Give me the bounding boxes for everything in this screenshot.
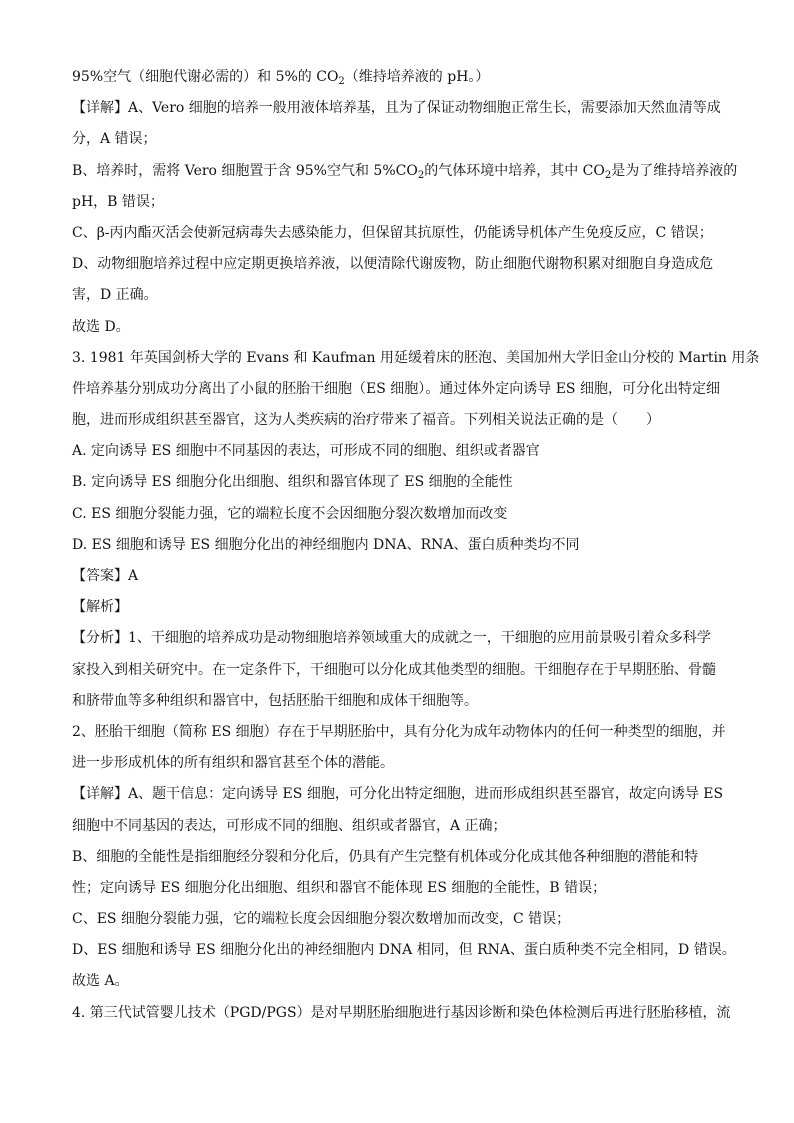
text-line-5: pH，B 错误； <box>72 193 164 210</box>
detail-line-1: 【详解】A、题干信息：定向诱导 ES 细胞，可分化出特定细胞，进而形成组织甚至器官，故定向诱导 ES <box>72 786 724 803</box>
text-line-7: D、动物细胞培养过程中应定期更换培养液，以便清除代谢废物，防止细胞代谢物积累对细胞自身造成危 <box>72 256 714 273</box>
detail-line-2: 细胞中不同基因的表达，可形成不同的细胞、组织或者器官，A 正确； <box>72 817 507 834</box>
text-line-3: 分，A 错误； <box>72 131 157 148</box>
detail-heading-line: 【详解】A、Vero 细胞的培养一般用液体培养基，且为了保证动物细胞正常生长，需要添加天然血清等成 <box>72 100 721 117</box>
question-3-line-3: 胞，进而形成组织甚至器官，这为人类疾病的治疗带来了福音。下列相关说法正确的是（ ） <box>72 412 660 429</box>
question-3-line-2: 件培养基分别成功分离出了小鼠的胚胎干细胞（ES 细胞）。通过体外定向诱导 ES 细胞，可分化出特定细 <box>72 380 720 397</box>
analysis-line-1: 【分析】1、干细胞的培养成功是动物细胞培养领域重大的成就之一，干细胞的应用前景吸引着众多科学 <box>72 630 711 647</box>
option-d: D. ES 细胞和诱导 ES 细胞分化出的神经细胞内 DNA、RNA、蛋白质种类均不同 <box>72 536 580 553</box>
answer-line: 【答案】A <box>72 568 139 584</box>
analysis-heading: 【解析】 <box>72 599 128 616</box>
text-line-8: 害，D 正确。 <box>72 287 158 304</box>
analysis-line-4: 2、胚胎干细胞（简称 ES 细胞）存在于早期胚胎中，具有分化为成年动物体内的任何一种类型的细胞，并 <box>72 723 726 740</box>
option-c: C. ES 细胞分裂能力强，它的端粒长度不会因细胞分裂次数增加而改变 <box>72 505 508 522</box>
detail-line-5: C、ES 细胞分裂能力强，它的端粒长度会因细胞分裂次数增加而改变，C 错误； <box>72 911 571 928</box>
answer-choice-line: 故选 D。 <box>72 318 130 335</box>
option-b: B. 定向诱导 ES 细胞分化出细胞、组织和器官体现了 ES 细胞的全能性 <box>72 474 513 491</box>
question-3-line-1: 3. 1981 年英国剑桥大学的 Evans 和 Kaufman 用延缓着床的胚泡、美国加州大学旧金山分校的 Martin 用条 <box>72 349 760 366</box>
text-line-4: B、培养时，需将 Vero 细胞置于含 95%空气和 $5\%CO_2$的气体环境中培养，其中 $CO_2$是为了维持培养液的 <box>72 162 738 181</box>
text-line-1: 95%空气（细胞代谢必需的）和 5%的 $CO_2$（维持培养液的 pH。） <box>72 69 490 87</box>
text-line-6: C、β-丙内酯灭活会使新冠病毒失去感染能力，但保留其抗原性，仍能诱导机体产生免疫反应，C 错误； <box>72 224 713 241</box>
analysis-line-3: 和脐带血等多种组织和器官中，包括胚胎干细胞和成体干细胞等。 <box>72 692 478 709</box>
analysis-line-2: 家投入到相关研究中。在一定条件下，干细胞可以分化成其他类型的细胞。干细胞存在于早期胚胎、骨髓 <box>72 661 716 678</box>
answer-choice-line-2: 故选 A。 <box>72 973 129 990</box>
detail-line-4: 性；定向诱导 ES 细胞分化出细胞、组织和器官不能体现 ES 细胞的全能性，B 错误； <box>72 879 607 896</box>
detail-line-6: D、ES 细胞和诱导 ES 细胞分化出的神经细胞内 DNA 相同，但 RNA、蛋白质种类不完全相同，D 错误。 <box>72 942 736 959</box>
option-a: A. 定向诱导 ES 细胞中不同基因的表达，可形成不同的细胞、组织或者器官 <box>72 443 540 460</box>
analysis-line-5: 进一步形成机体的所有组织和器官甚至个体的潜能。 <box>72 755 394 772</box>
question-4-line-1: 4. 第三代试管婴儿技术（PGD/PGS）是对早期胚胎细胞进行基因诊断和染色体检测后再进行胚胎移植，流 <box>72 1004 731 1021</box>
detail-line-3: B、细胞的全能性是指细胞经分裂和分化后，仍具有产生完整有机体或分化成其他各种细胞的潜能和特 <box>72 848 699 865</box>
